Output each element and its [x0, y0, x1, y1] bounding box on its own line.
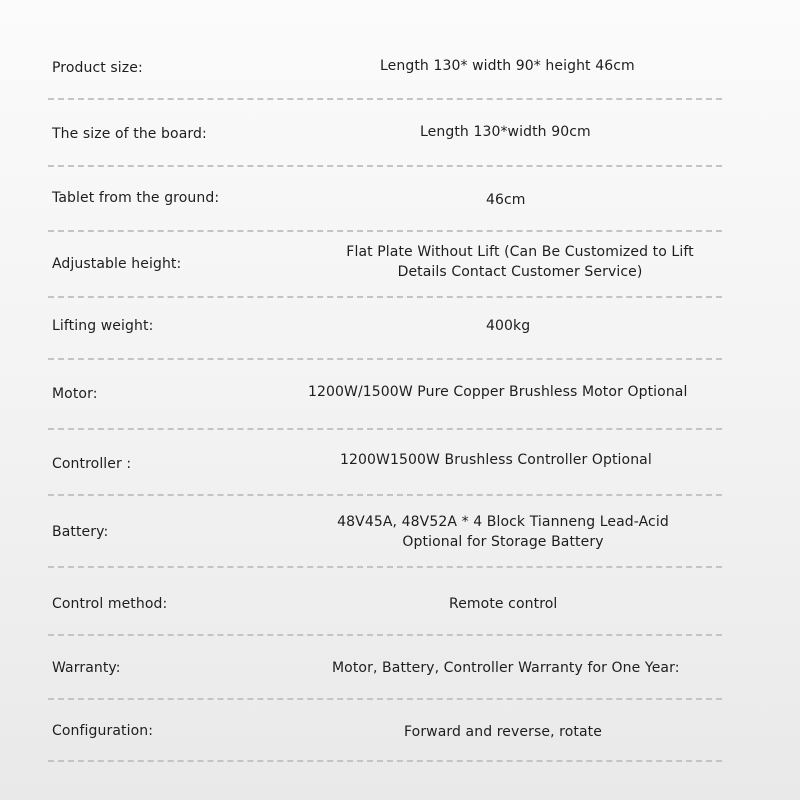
spec-value-line: Optional for Storage Battery [402, 534, 604, 550]
spec-label-warranty: Warranty: [52, 660, 121, 676]
row-divider [48, 494, 722, 496]
spec-value-lifting-weight [486, 316, 530, 336]
spec-value-line: 48V45A, 48V52A * 4 Block Tianneng Lead-Acid [337, 514, 669, 530]
spec-value-line: Details Contact Customer Service) [397, 264, 643, 280]
row-divider [48, 98, 722, 100]
spec-value-board-size [420, 122, 591, 142]
spec-value-configuration [404, 722, 602, 742]
row-divider [48, 698, 722, 700]
spec-label-battery: Battery: [52, 524, 109, 540]
spec-label-tablet-ground: Tablet from the ground: [52, 190, 220, 206]
row-divider [48, 296, 722, 298]
spec-value-line: Length 130* width 90* height 46cm [380, 58, 635, 74]
spec-label-configuration: Configuration: [52, 723, 154, 739]
spec-value-line: Motor, Battery, Controller Warranty for One Year: [332, 660, 680, 676]
spec-value-warranty [332, 658, 680, 678]
spec-label-control-method: Control method: [52, 596, 168, 612]
spec-label-adjustable-height: Adjustable height: [52, 256, 182, 272]
spec-label-controller: Controller : [52, 456, 132, 472]
spec-value-adjustable-height [345, 242, 695, 282]
spec-value-line: 1200W/1500W Pure Copper Brushless Motor Optional [308, 384, 688, 400]
row-divider [48, 230, 722, 232]
row-divider [48, 358, 722, 360]
spec-label-lifting-weight: Lifting weight: [52, 318, 154, 334]
spec-label-motor: Motor: [52, 386, 98, 402]
spec-value-line: Flat Plate Without Lift (Can Be Customized to Lift [346, 244, 694, 260]
row-divider [48, 428, 722, 430]
spec-value-line: 400kg [486, 318, 531, 334]
spec-value-line: 46cm [486, 192, 526, 208]
spec-label-board-size: The size of the board: [52, 126, 207, 142]
spec-value-battery [328, 512, 678, 552]
spec-label-product-size: Product size: [52, 60, 143, 76]
spec-value-line: 1200W1500W Brushless Controller Optional [340, 452, 652, 468]
spec-value-line: Remote control [449, 596, 558, 612]
row-divider [48, 634, 722, 636]
spec-value-product-size [380, 56, 635, 76]
spec-value-control-method [449, 594, 557, 614]
row-divider [48, 760, 722, 762]
spec-value-line: Forward and reverse, rotate [404, 724, 602, 740]
spec-value-tablet-ground [486, 190, 526, 210]
spec-value-line: Length 130*width 90cm [420, 124, 591, 140]
row-divider [48, 566, 722, 568]
spec-value-controller [340, 450, 652, 470]
row-divider [48, 165, 722, 167]
spec-value-motor [308, 382, 687, 402]
